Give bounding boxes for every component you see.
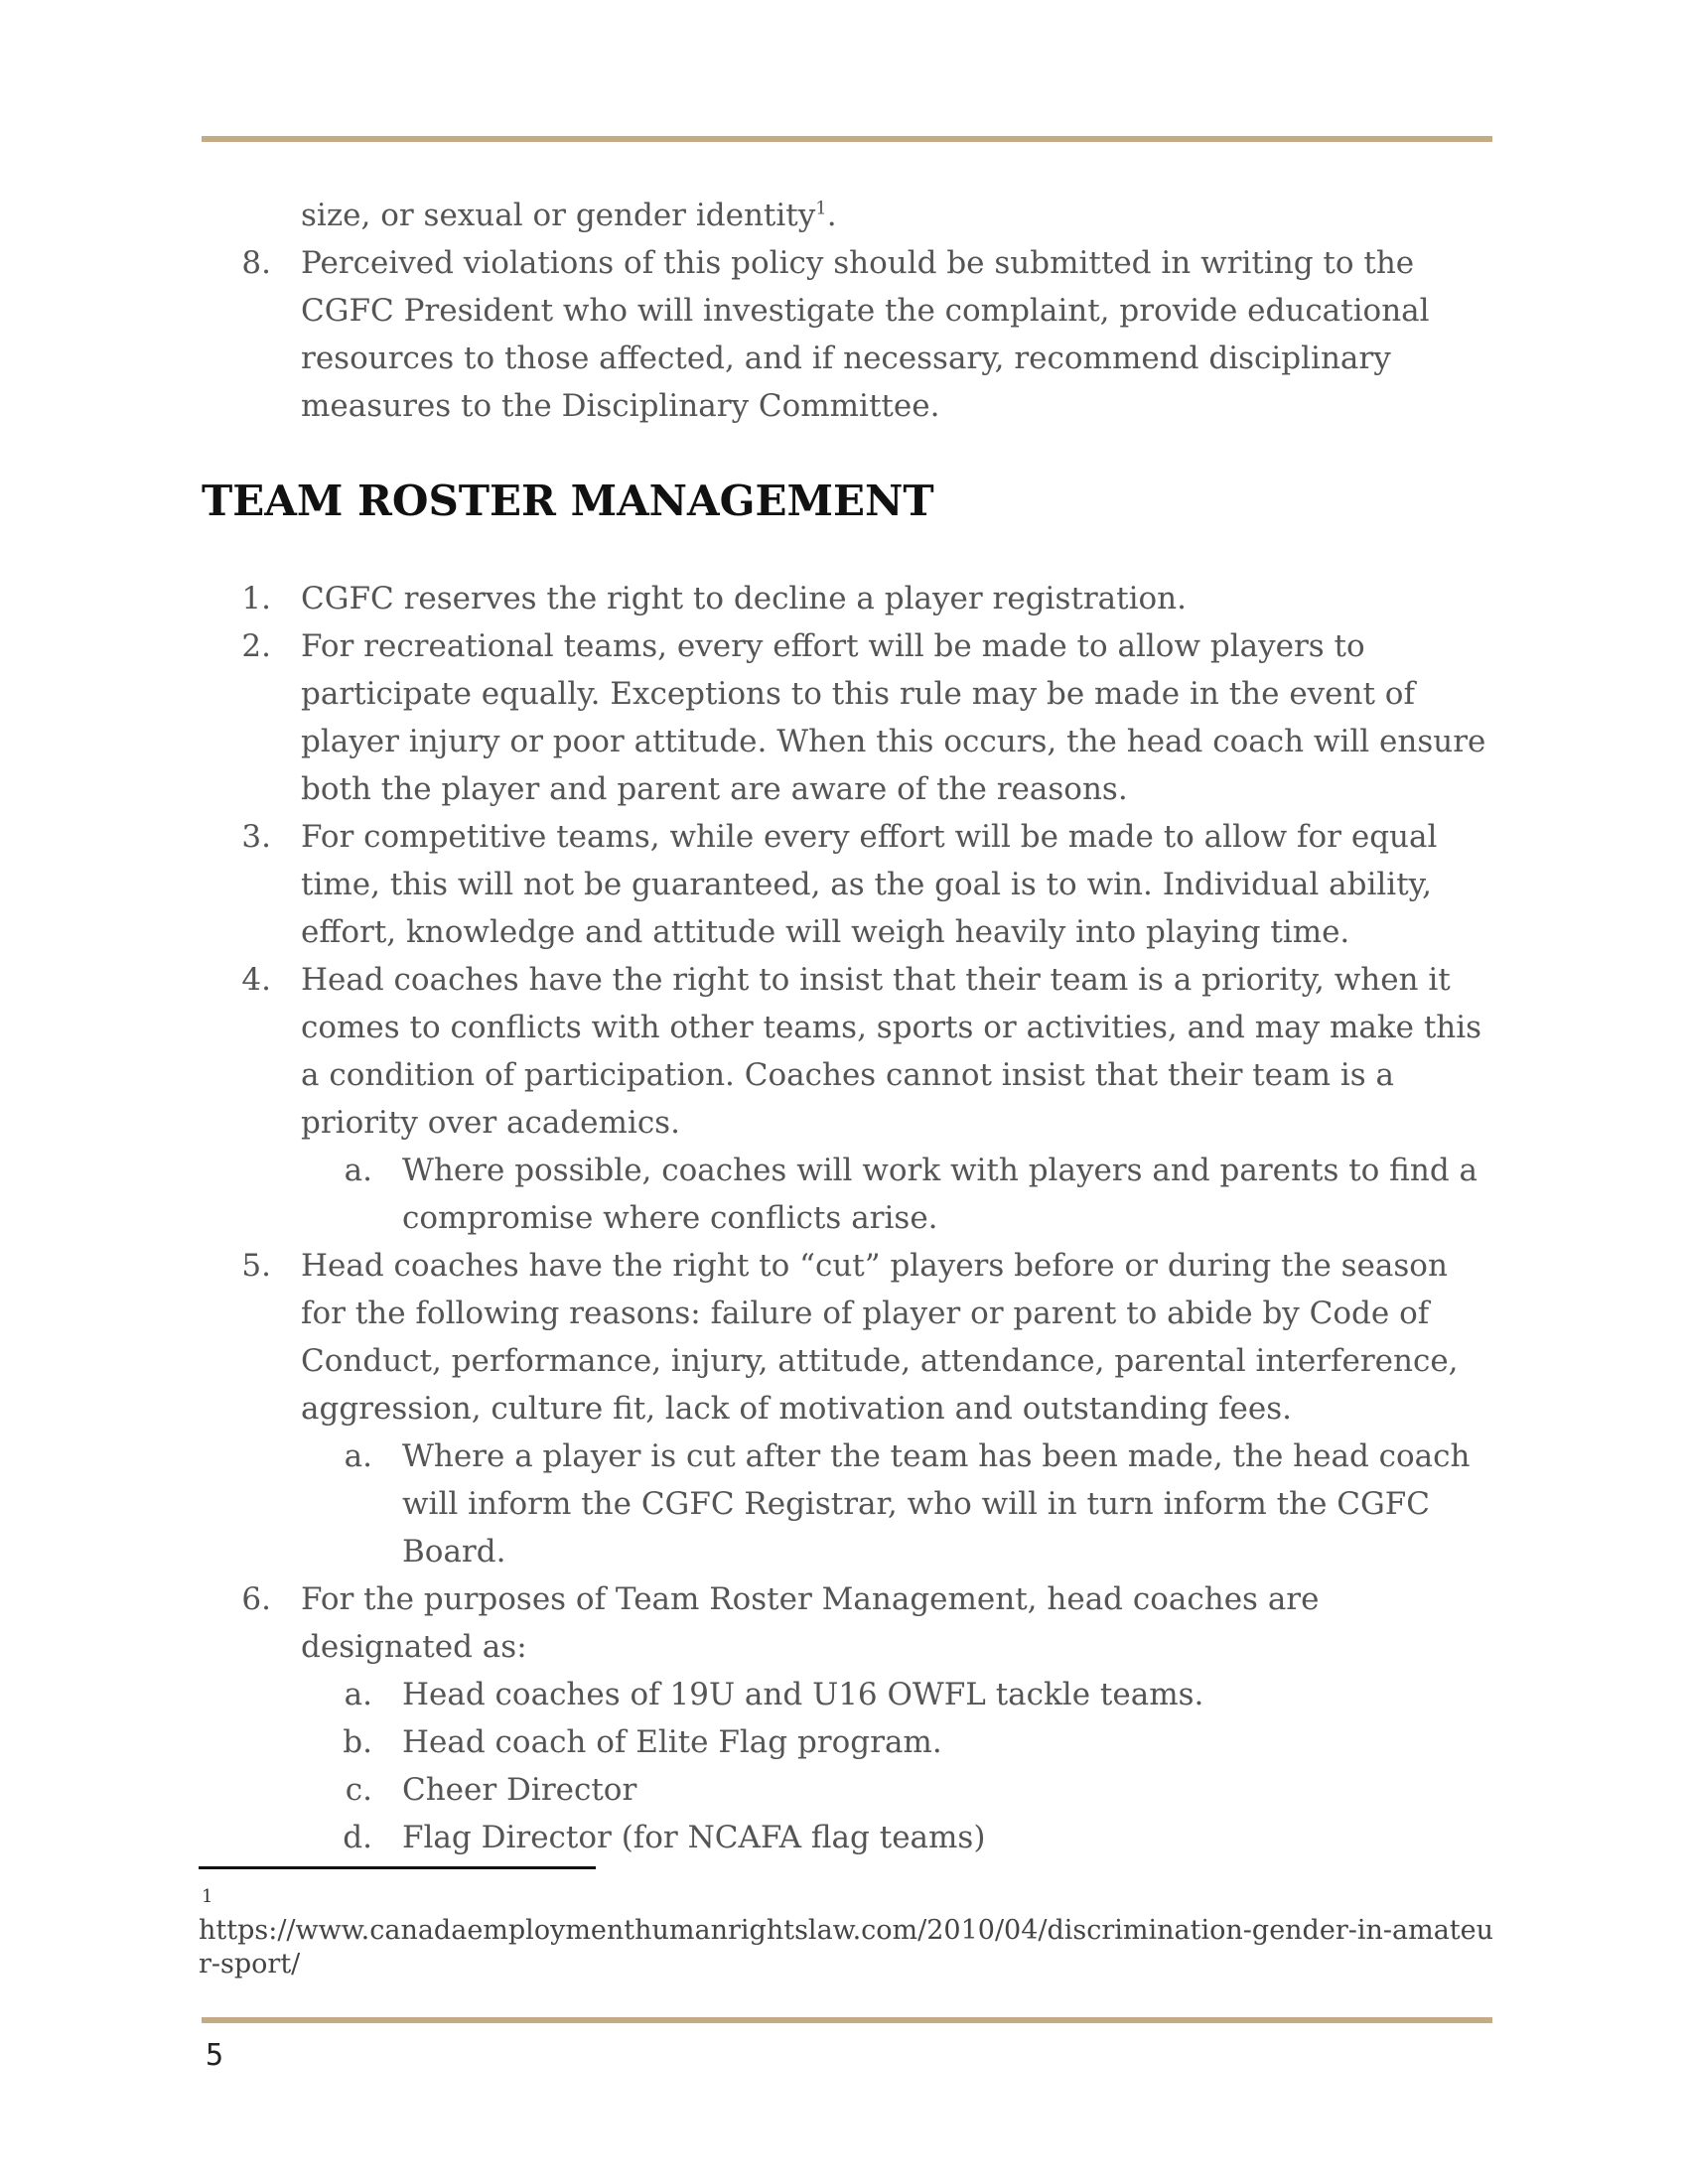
list-number: 6.	[241, 1581, 271, 1617]
footnote-divider	[199, 1866, 596, 1869]
footnote-reference[interactable]: 1	[815, 198, 827, 219]
sub-list-text: Head coach of Elite Flag program.	[402, 1724, 942, 1760]
footer-rule	[202, 2017, 1492, 2023]
list-item-8	[202, 239, 1492, 430]
list-item	[202, 575, 1492, 622]
list-number: 4.	[241, 962, 271, 998]
list-text: Perceived violations of this policy should be submitted in writing to the CGFC President who will investigate the complaint, provide educational resources to those affected, and if necessary, recommend disciplinary measures to the Disciplinary Committee.	[301, 245, 1430, 424]
list-item	[202, 813, 1492, 956]
sub-list-item	[202, 1766, 1492, 1814]
roster-list	[202, 575, 1492, 1861]
list-text: For competitive teams, while every effort will be made to allow for equal time, this will not be guaranteed, as the goal is to win. Individual ability, effort, knowledge and attitude will weigh heavily into playing time.	[301, 819, 1438, 950]
sub-list-item	[202, 1671, 1492, 1718]
sub-list-item	[202, 1433, 1492, 1575]
continuation-text: size, or sexual or gender identity$^1$.	[301, 198, 837, 233]
sub-list-text: Where possible, coaches will work with players and parents to find a compromise where conflicts arise.	[402, 1153, 1478, 1236]
sub-list-letter: a.	[344, 1438, 372, 1474]
sub-list-letter: d.	[343, 1820, 372, 1855]
list-text: For the purposes of Team Roster Management, head coaches are designated as:	[301, 1581, 1320, 1665]
footnote-url[interactable]: https://www.canadaemploymenthumanrightslaw.com/2010/04/discrimination-gender-in-amateur-sport/	[199, 1915, 1494, 1979]
list-text: Head coaches have the right to insist that their team is a priority, when it comes to conflicts with other teams, sports or activities, and may make this a condition of participation. Coaches cannot insist that their team is a priority over academics.	[301, 962, 1482, 1141]
footnote-mark: 1	[202, 1886, 213, 1907]
page-content	[202, 192, 1492, 1861]
list-text: For recreational teams, every effort will be made to allow players to participate equally. Exceptions to this rule may be made in the event of player injury or poor attitude. When this occurs, the head coach will ensure both the player and parent are aware of the reasons.	[301, 628, 1486, 807]
sub-list-item	[202, 1718, 1492, 1766]
sub-list-letter: c.	[345, 1772, 372, 1808]
continuation-line	[202, 192, 1492, 239]
list-number: 5.	[241, 1248, 271, 1284]
list-number: 1.	[241, 581, 271, 616]
header-rule	[202, 136, 1492, 142]
sub-list-letter: b.	[343, 1724, 372, 1760]
sub-list-item	[202, 1814, 1492, 1861]
sub-list-text: Cheer Director	[402, 1772, 637, 1808]
list-item	[202, 1575, 1492, 1671]
list-item	[202, 622, 1492, 813]
sub-list-text: Flag Director (for NCAFA flag teams)	[402, 1820, 986, 1855]
list-item	[202, 1242, 1492, 1433]
list-number: 8.	[241, 245, 271, 281]
sub-list-letter: a.	[344, 1677, 372, 1712]
list-text: Head coaches have the right to “cut” players before or during the season for the following reasons: failure of player or parent to abide by Code of Conduct, performance, injury, attitude, attendance, parental interference, aggression, culture fit, lack of motivation and outstanding fees.	[301, 1248, 1459, 1427]
section-heading: TEAM ROSTER MANAGEMENT	[202, 477, 934, 525]
list-number: 2.	[241, 628, 271, 664]
page-number: 5	[206, 2038, 224, 2073]
sub-list-letter: a.	[344, 1153, 372, 1188]
list-number: 3.	[241, 819, 271, 855]
sub-list-text: Head coaches of 19U and U16 OWFL tackle teams.	[402, 1677, 1204, 1712]
sub-list-text: Where a player is cut after the team has been made, the head coach will inform the CGFC Registrar, who will in turn inform the CGFC Board.	[402, 1438, 1471, 1570]
sub-list-item	[202, 1147, 1492, 1242]
list-item	[202, 956, 1492, 1147]
list-text: CGFC reserves the right to decline a player registration.	[301, 581, 1187, 616]
